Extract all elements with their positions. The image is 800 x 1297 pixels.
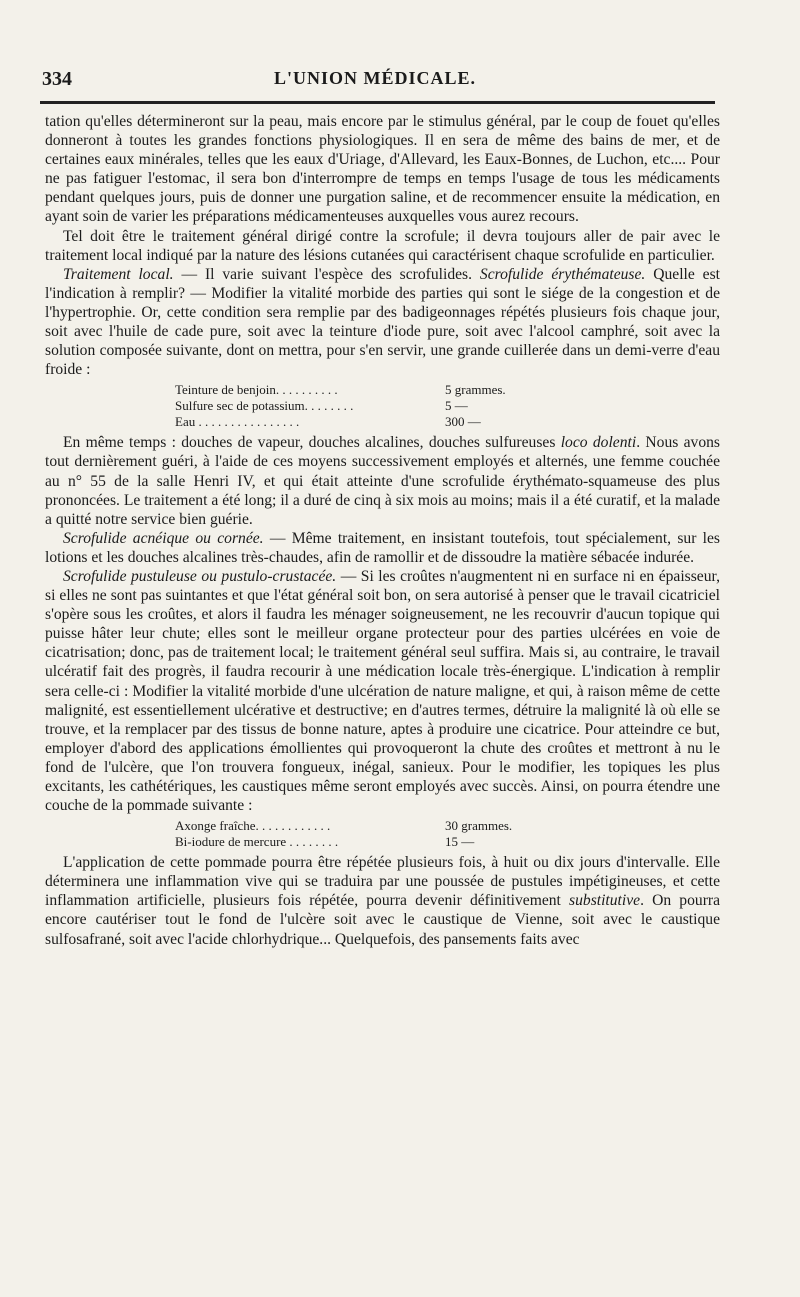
section-heading: Traitement local.: [63, 265, 174, 283]
paragraph: En même temps : douches de vapeur, douches alcalines, douches sulfureuses loco dolenti. Nous avons tout dernièrement guéri, à l'aide de ces moyens successivement employés et alternés, une femme couchée au n° 55 de la salle Henri IV, et qui était atteinte d'une scrofulide érythémato-squameuse des plus prononcées. Le traitement a été long; il a duré de cinq à six mois au moins; mais il a été curatif, et la malade a quitté notre service bien guérie.: [45, 434, 721, 528]
paragraph: Scrofulide pustuleuse ou pustulo-crustacée. — Si les croûtes n'augmentent ni en surface ni en épaisseur, si elles ne sont pas suintantes et que l'état général soit bon, on sera autorisé à penser que le travail cicatriciel s'opère sous les croûtes, et alors il faudra les ménager soigneusement, ne les recouvrir d'aucun topique qui puisse hâter leur chute; elles sont le meilleur organe protecteur pour des parties ulcérées en voie de cicatrisation; donc, pas de traitement local; le traitement général seul suffira. Mais si, au contraire, le travail ulcératif fait des progrès, il faudra recourir à une médication locale très-énergique. L'indication à remplir sera celle-ci : Modifier la vitalité morbide d'une ulcération de nature maligne, et qui, à raison même de cette malignité, est essentiellement ulcérative et destructive; en d'autres termes, détruire la malignité là où elle se trouve, et la remplacer par des tissus de bonne nature, aptes à produire une cicatrice. Pour atteindre ce but, employer d'abord des applications émollientes qui provoqueront la chute des croûtes et mettront à nu le fond de l'ulcère, que l'on trouvera fongueux, inégal, sanieux. Pour le modifier, les topiques les plus excitants, les cathétériques, les caustiques même seront employés avec succès. Ainsi, on pourra étendre une couche de la pommade suivante :: [45, 567, 720, 815]
section-heading: Scrofulide acnéique ou cornée.: [63, 529, 264, 547]
paragraph: Tel doit être le traitement général dirigé contre la scrofule; il devra toujours aller de pair avec le traitement local indiqué par la nature des lésions cutanées qui caractérisent chaque scrofulide en particulier.: [45, 227, 720, 264]
running-header: [30, 62, 720, 90]
recipe-row: Eau . . . . . . . . . . . . . . . . 300 —: [175, 414, 481, 430]
paragraph: Traitement local. — Il varie suivant l'espèce des scrofulides. Scrofulide érythémateuse. Quelle est l'indication à remplir? — Modifier la vitalité morbide des parties qui sont le siége de la congestion et de l'hypertrophie. Or, cette condition sera remplie par des badigeonnages répétés plusieurs fois chaque jour, soit avec l'huile de cade pure, soit avec la teinture d'iode pure, soit avec l'alcool camphré, soit avec la solution composée suivante, dont on mettra, pour s'en servir, une grande cuillerée dans un demi-verre d'eau froide :: [45, 265, 721, 379]
paragraph: Scrofulide acnéique ou cornée. — Même traitement, en insistant toutefois, tout spécialement, sur les lotions et les douches alcalines très-chaudes, afin de ramollir et de dissoudre la matière sébacée indurée.: [45, 529, 720, 566]
recipe-row: Sulfure sec de potassium. . . . . . . . 5 —: [175, 398, 468, 414]
recipe-row: Axonge fraîche. . . . . . . . . . . . 30 grammes.: [175, 818, 513, 834]
section-heading: Scrofulide pustuleuse ou pustulo-crustacée.: [63, 567, 337, 585]
paragraph: tation qu'elles détermineront sur la peau, mais encore par le stimulus général, par le coup de fouet qu'elles donneront à toutes les grandes fonctions physiologiques. Il en sera de même des bains de mer, et de certaines eaux minérales, telles que les eaux d'Uriage, d'Allevard, les Eaux-Bonnes, de Luchon, etc.... Pour ne pas fatiguer l'estomac, il sera bon d'interrompre de temps en temps l'usage de tous les médicaments pendant quelques jours, puis de donner une purgation saline, et de recommencer ensuite la médication, en ayant soin de varier les préparations médicamenteuses auxquelles vous aurez recours.: [45, 113, 720, 226]
section-heading: Scrofulide érythémateuse.: [479, 265, 646, 283]
recipe-row: Bi-iodure de mercure . . . . . . . . 15 —: [175, 834, 475, 850]
journal-title: L'UNION MÉDICALE.: [273, 68, 477, 88]
page-number: 334: [42, 68, 72, 90]
header-rule: [40, 101, 715, 104]
recipe-row: Teinture de benjoin. . . . . . . . . . 5 grammes.: [175, 382, 506, 398]
recipe-formula: [175, 382, 720, 430]
recipe-formula: [175, 818, 720, 850]
paragraph: L'application de cette pommade pourra être répétée plusieurs fois, à huit ou dix jours d'intervalle. Elle déterminera une inflammation vive qui se traduira par une poussée de pustules impétigineuses, et cette inflammation artificielle, plusieurs fois répétée, pourra devenir définitivement substitutive. On pourra encore cautériser tout le fond de l'ulcère soit avec le caustique de Vienne, soit avec le caustique sulfosafrané, soit avec l'acide chlorhydrique... Quelquefois, des pansements faits avec: [45, 854, 720, 948]
body-text: [45, 112, 720, 949]
